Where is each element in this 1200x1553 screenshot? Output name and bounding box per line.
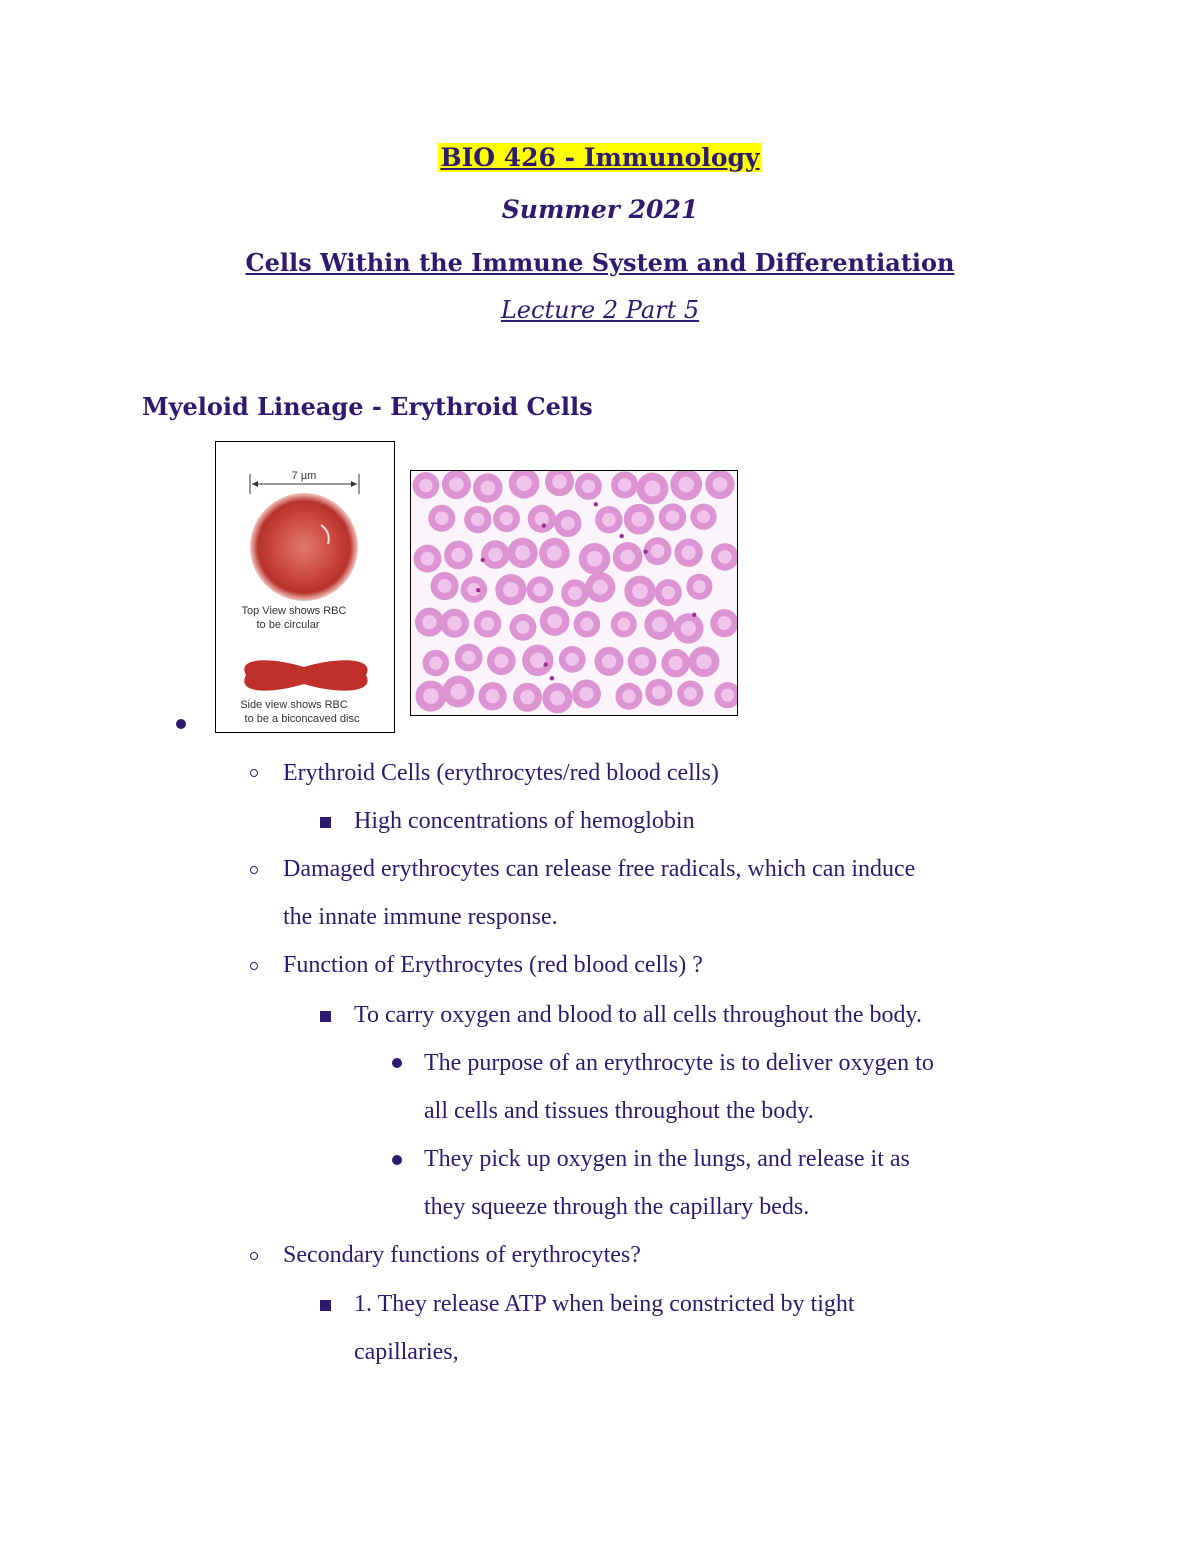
smear-cell-center (471, 513, 485, 527)
smear-platelet (619, 534, 623, 538)
smear-cell-center (620, 550, 635, 565)
bullet-purpose-line1: The purpose of an erythrocyte is to deliver oxygen to (424, 1050, 934, 1076)
bullet-hemoglobin: High concentrations of hemoglobin (354, 808, 695, 834)
smear-cell-center (717, 616, 731, 630)
side-view-caption-1: Side view shows RBC (240, 699, 348, 711)
smear-cell-center (520, 690, 535, 705)
smear-cell-center (547, 546, 562, 561)
smear-cell-center (666, 510, 680, 524)
smear-cell-center (494, 654, 508, 668)
smear-cell-center (516, 621, 529, 634)
rbc-top-view (250, 493, 358, 601)
smear-cell-center (681, 621, 696, 636)
smear-cell-center (652, 686, 666, 700)
smear-cell-center (652, 617, 667, 632)
smear-cell-center (550, 690, 565, 705)
smear-cell-center (618, 478, 632, 492)
smear-cell-center (632, 583, 648, 599)
smear-platelet (692, 613, 696, 617)
smear-cell-center (480, 481, 495, 496)
lecture-subject: Cells Within the Immune System and Differentiation (245, 248, 955, 277)
smear-cell-center (561, 517, 575, 531)
bullet-ring (250, 1252, 258, 1260)
smear-cell-center (533, 583, 546, 596)
bullet-square (320, 1011, 331, 1022)
smear-platelet (543, 662, 547, 666)
smear-cell-center (435, 511, 449, 525)
bullet-atp-line2: capillaries, (354, 1339, 459, 1365)
smear-cell-center (580, 618, 593, 631)
smear-cell-center (485, 689, 499, 703)
smear-cell-center (420, 552, 434, 566)
smear-cell-center (566, 653, 579, 666)
bullet-lungs-line1: They pick up oxygen in the lungs, and release it as (424, 1146, 910, 1172)
top-view-caption-2: to be circular (256, 619, 320, 631)
smear-platelet (643, 549, 647, 553)
smear-cell-center (697, 510, 710, 523)
bullet-atp-line1: 1. They release ATP when being constricted by tight (354, 1291, 855, 1317)
smear-cell-center (568, 586, 582, 600)
smear-cell-center (423, 688, 438, 703)
section-heading: Myeloid Lineage - Erythroid Cells (142, 392, 593, 421)
top-view-caption-1: Top View shows RBC (241, 605, 347, 617)
bullet-dot (176, 719, 186, 729)
bullet-damaged-line2: the innate immune response. (283, 904, 558, 930)
smear-cell-center (422, 615, 436, 629)
smear-cell-center (516, 476, 531, 491)
smear-cell-center (631, 512, 646, 527)
smear-cell-center (500, 512, 513, 525)
bullet-square (320, 817, 331, 828)
smear-cell-center (681, 546, 695, 560)
smear-cell-center (582, 480, 595, 493)
term: Summer 2021 (501, 195, 699, 224)
smear-cell-center (450, 684, 466, 700)
smear-cell-center (721, 689, 734, 702)
smear-cell-center (593, 580, 608, 595)
smear-cell-center (579, 687, 593, 701)
bullet-dot (392, 1058, 402, 1068)
course-title: BIO 426 - Immunology (440, 143, 760, 172)
smear-cell-center (515, 545, 530, 560)
smear-cell-center (587, 551, 603, 567)
smear-cell-center (530, 652, 546, 668)
smear-cell-center (451, 548, 465, 562)
smear-cell-center (713, 477, 728, 492)
bullet-purpose-line2: all cells and tissues throughout the body. (424, 1098, 814, 1124)
bullet-dot (392, 1155, 402, 1165)
rbc-side-view (244, 660, 367, 690)
smear-cell-center (438, 579, 452, 593)
smear-platelet (476, 588, 480, 592)
smear-cell-center (617, 618, 630, 631)
smear-cell-center (449, 477, 464, 492)
smear-cell-center (462, 651, 476, 665)
smear-cell-center (447, 616, 461, 630)
smear-cell-center (693, 580, 706, 593)
bullet-ring (250, 866, 258, 874)
bullet-secondary-functions: Secondary functions of erythrocytes? (283, 1242, 641, 1268)
rbc-diagram-figure (215, 441, 395, 733)
smear-platelet (481, 558, 485, 562)
smear-cell-center (678, 477, 694, 493)
smear-cell-center (669, 656, 683, 670)
smear-cell-center (429, 656, 442, 669)
bullet-damaged-line1: Damaged erythrocytes can release free radicals, which can induce (283, 856, 916, 882)
smear-cell-center (602, 654, 616, 668)
smear-platelet (542, 523, 546, 527)
smear-platelet (594, 502, 598, 506)
bullet-lungs-line2: they squeeze through the capillary beds. (424, 1194, 810, 1220)
bullet-erythroid-cells: Erythroid Cells (erythrocytes/red blood cells) (283, 760, 719, 786)
smear-cell-center (481, 617, 495, 631)
smear-cell-center (696, 654, 711, 669)
bullet-ring (250, 769, 258, 777)
bullet-square (320, 1300, 331, 1311)
smear-cell-center (547, 614, 562, 629)
lecture-number: Lecture 2 Part 5 (500, 296, 700, 324)
smear-cell-center (718, 550, 732, 564)
bullet-carry-oxygen: To carry oxygen and blood to all cells throughout the body. (354, 1002, 922, 1028)
bullet-ring (250, 962, 258, 970)
blood-smear-image (410, 470, 738, 716)
smear-cell-center (419, 479, 432, 492)
smear-cell-center (651, 544, 665, 558)
smear-cell-center (635, 654, 649, 668)
side-view-caption-2: to be a biconcaved disc (244, 713, 360, 725)
scale-label: 7 µm (291, 470, 317, 482)
smear-cell-center (552, 474, 566, 488)
smear-cell-center (503, 582, 519, 598)
smear-platelet (550, 676, 554, 680)
smear-cell-center (662, 586, 676, 600)
smear-cell-center (645, 481, 661, 497)
smear-cell-center (488, 547, 502, 561)
bullet-function-question: Function of Erythrocytes (red blood cells) ? (283, 952, 703, 978)
smear-cell-center (602, 513, 616, 527)
smear-cell-center (535, 512, 549, 526)
smear-cell-center (684, 687, 697, 700)
smear-cell-center (622, 690, 635, 703)
